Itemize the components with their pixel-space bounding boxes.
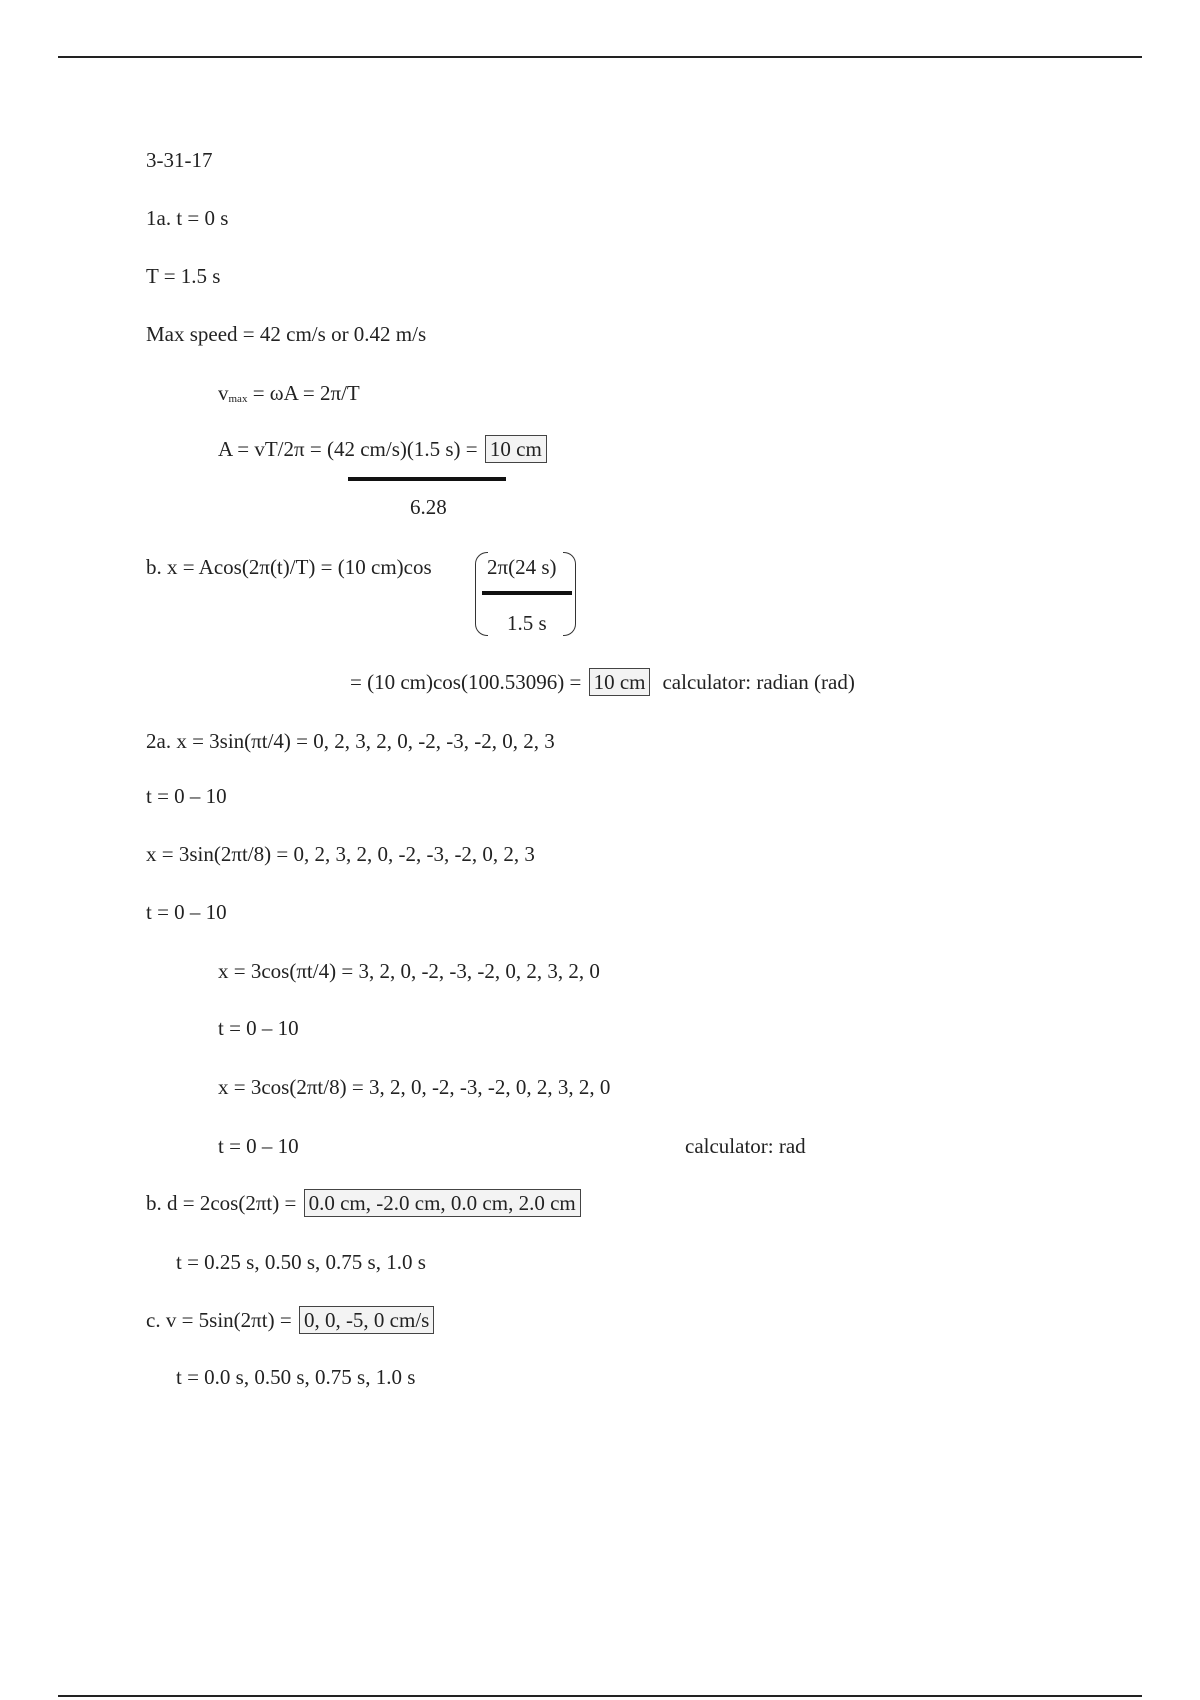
problem-2b-answer-box: 0.0 cm, -2.0 cm, 0.0 cm, 2.0 cm: [304, 1189, 581, 1217]
problem-1b-denominator: 1.5 s: [507, 611, 547, 635]
amplitude-lhs: A = vT/2π =: [218, 437, 327, 461]
problem-1b-formula: b. x = Acos(2π(t)/T) = (10 cm)cos: [146, 555, 432, 579]
problem-2c-times: t = 0.0 s, 0.50 s, 0.75 s, 1.0 s: [176, 1365, 416, 1389]
vmax-subscript: max: [228, 393, 248, 405]
top-rule: [58, 56, 1142, 58]
time-range-2: t = 0 – 10: [146, 900, 227, 924]
problem-2b-times: t = 0.25 s, 0.50 s, 0.75 s, 1.0 s: [176, 1250, 426, 1274]
amplitude-fraction-bar: [348, 477, 506, 481]
time-range-1: t = 0 – 10: [146, 784, 227, 808]
max-speed-line: Max speed = 42 cm/s or 0.42 m/s: [146, 322, 427, 346]
problem-1b-answer-box: 10 cm: [589, 668, 651, 696]
problem-1b-calculator-note: calculator: radian (rad): [662, 670, 855, 694]
problem-1b-numerator: 2π(24 s): [487, 555, 557, 579]
calculator-rad-note: calculator: rad: [685, 1134, 806, 1158]
date-line: 3-31-17: [146, 148, 213, 172]
problem-2c-lhs: c. v = 5sin(2πt) =: [146, 1308, 297, 1332]
amplitude-denominator: 6.28: [410, 495, 447, 519]
vmax-formula: [218, 381, 360, 411]
problem-1b-fraction-bar: [482, 591, 572, 595]
amplitude-equals: =: [460, 437, 483, 461]
problem-2a-sin2: x = 3sin(2πt/8) = 0, 2, 3, 2, 0, -2, -3, -2, 0, 2, 3: [146, 842, 535, 866]
problem-2c-formula: [146, 1308, 434, 1332]
problem-1a-label: 1a. t = 0 s: [146, 206, 229, 230]
amplitude-numerator: (42 cm/s)(1.5 s): [326, 437, 461, 461]
problem-2c-answer-box: 0, 0, -5, 0 cm/s: [299, 1306, 434, 1334]
vmax-symbol: v: [218, 381, 229, 405]
problem-2b-formula: [146, 1191, 581, 1215]
time-range-4: t = 0 – 10: [218, 1134, 299, 1158]
amplitude-formula: [218, 437, 547, 461]
problem-2b-lhs: b. d = 2cos(2πt) =: [146, 1191, 302, 1215]
problem-1b-result: [350, 670, 855, 694]
problem-1b-result-text: = (10 cm)cos(100.53096) =: [350, 670, 587, 694]
period-line: T = 1.5 s: [146, 264, 221, 288]
amplitude-answer-box: 10 cm: [485, 435, 547, 463]
problem-2a-cos1: x = 3cos(πt/4) = 3, 2, 0, -2, -3, -2, 0, 2, 3, 2, 0: [218, 959, 600, 983]
problem-2a-cos2: x = 3cos(2πt/8) = 3, 2, 0, -2, -3, -2, 0, 2, 3, 2, 0: [218, 1075, 611, 1099]
vmax-rest: = ωA = 2π/T: [247, 381, 360, 405]
time-range-3: t = 0 – 10: [218, 1016, 299, 1040]
problem-2a-sin1: 2a. x = 3sin(πt/4) = 0, 2, 3, 2, 0, -2, -3, -2, 0, 2, 3: [146, 729, 555, 753]
bottom-rule: [58, 1695, 1142, 1697]
